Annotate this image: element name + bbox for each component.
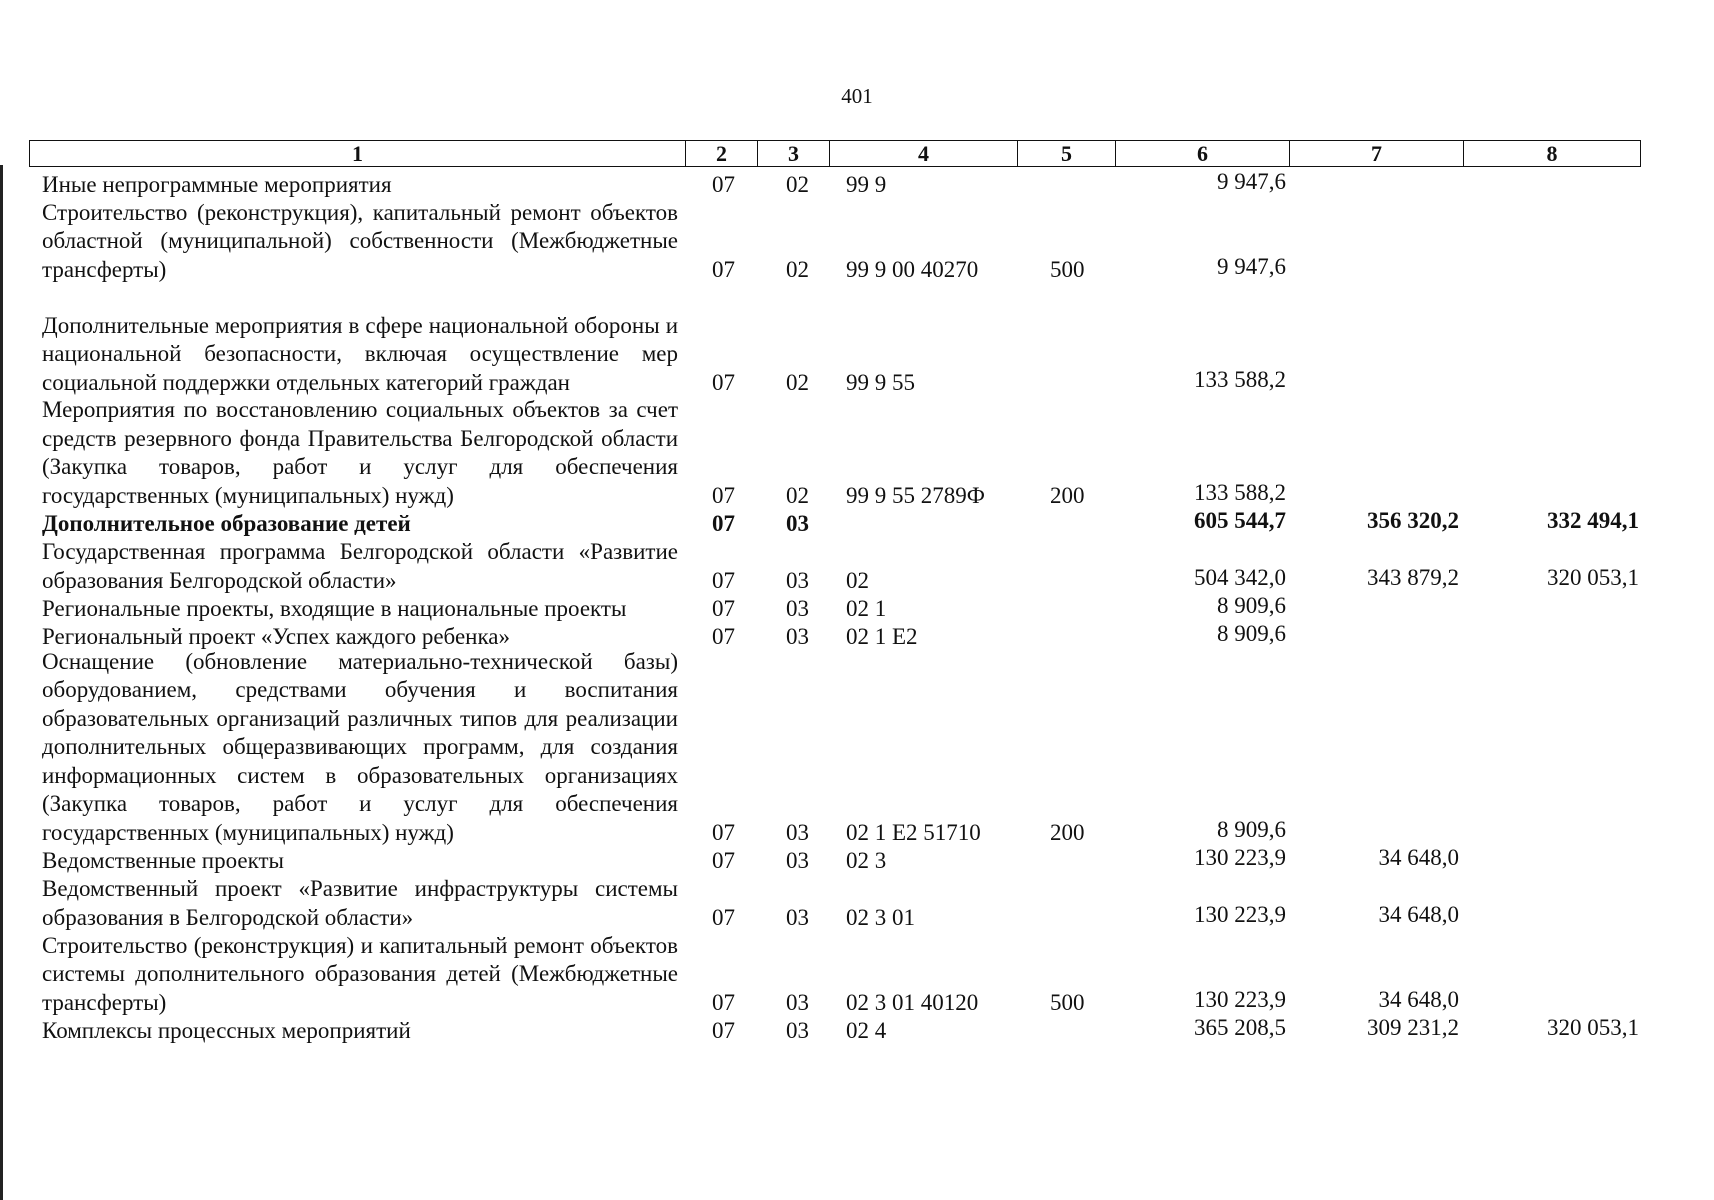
cell-amount-6: 8 909,6 [1217, 816, 1286, 842]
header-col-6: 6 [1116, 141, 1290, 166]
cell-subsection: 03 [786, 595, 809, 621]
cell-amount-6: 133 588,2 [1194, 366, 1286, 392]
cell-target-article: 02 3 [846, 847, 887, 873]
cell-expense-type: 500 [1050, 256, 1085, 282]
cell-target-article: 99 9 55 2789Ф [846, 482, 985, 508]
cell-section: 07 [712, 256, 735, 282]
header-col-1: 1 [30, 141, 686, 166]
cell-amount-7: 34 648,0 [1378, 901, 1459, 927]
cell-expense-type: 200 [1050, 819, 1085, 845]
cell-section: 07 [712, 904, 735, 930]
cell-amount-7: 34 648,0 [1378, 844, 1459, 870]
table-row [0, 199, 1714, 284]
row-name: Комплексы процессных мероприятий [42, 1017, 411, 1043]
cell-expense-type: 200 [1050, 482, 1085, 508]
table-row [0, 168, 1714, 199]
table-row [0, 284, 1714, 397]
header-col-3: 3 [758, 141, 830, 166]
cell-subsection: 03 [786, 510, 809, 536]
cell-amount-7: 309 231,2 [1367, 1014, 1459, 1040]
cell-amount-6: 130 223,9 [1194, 986, 1286, 1012]
cell-target-article: 02 1 Е2 51710 [846, 819, 981, 845]
row-name: Дополнительное образование детей [42, 510, 411, 536]
cell-target-article: 99 9 [846, 171, 887, 197]
header-col-8: 8 [1546, 140, 1558, 166]
cell-target-article: 02 [846, 567, 869, 593]
cell-amount-6: 130 223,9 [1194, 901, 1286, 927]
cell-amount-8: 332 494,1 [1547, 507, 1639, 533]
table-row [0, 507, 1714, 538]
header-col-2: 2 [686, 141, 758, 166]
cell-section: 07 [712, 482, 735, 508]
cell-amount-7: 343 879,2 [1367, 564, 1459, 590]
row-name: Строительство (реконструкция), капитальный ремонт объектов областной (муниципальной) собственности (Межбюджетные трансферты) [42, 199, 678, 282]
cell-subsection: 02 [786, 171, 809, 197]
header-col-7: 7 [1290, 141, 1464, 166]
table-row [0, 592, 1714, 623]
page-number: 401 [841, 84, 873, 108]
row-name: Мероприятия по восстановлению социальных объектов за счет средств резервного фонда Правительства Белгородской области (Закупка товаров, работ и услуг для обеспечения государственных (муниципальных) нужд) [42, 397, 678, 508]
cell-subsection: 02 [786, 256, 809, 282]
cell-section: 07 [712, 847, 735, 873]
cell-target-article: 02 1 [846, 595, 887, 621]
cell-amount-6: 8 909,6 [1217, 592, 1286, 618]
cell-amount-6: 130 223,9 [1194, 844, 1286, 870]
cell-subsection: 03 [786, 904, 809, 930]
table-row [0, 875, 1714, 932]
cell-section: 07 [712, 595, 735, 621]
cell-subsection: 03 [786, 567, 809, 593]
cell-amount-8: 320 053,1 [1547, 564, 1639, 590]
cell-amount-6: 504 342,0 [1194, 564, 1286, 590]
cell-target-article: 02 4 [846, 1017, 887, 1043]
cell-section: 07 [712, 819, 735, 845]
cell-target-article: 02 3 01 [846, 904, 915, 930]
cell-subsection: 03 [786, 847, 809, 873]
cell-subsection: 03 [786, 989, 809, 1015]
table-row [0, 648, 1714, 847]
cell-section: 07 [712, 989, 735, 1015]
row-name: Оснащение (обновление материально-технической базы) оборудованием, средствами обучения и воспитания образовательных организаций различных типов для реализации дополнительных общеразвивающих программ, для создания информационных систем в образовательных организациях (Закупка товаров, работ и услуг для обеспечения государственных (муниципальных) нужд) [42, 648, 678, 845]
cell-amount-6: 605 544,7 [1194, 507, 1286, 533]
table-row [0, 1014, 1714, 1045]
cell-subsection: 02 [786, 482, 809, 508]
table-row [0, 844, 1714, 875]
row-name: Иные непрограммные мероприятия [42, 171, 392, 197]
cell-subsection: 03 [786, 1017, 809, 1043]
table-row [0, 538, 1714, 595]
cell-section: 07 [712, 623, 735, 649]
cell-section: 07 [712, 1017, 735, 1043]
cell-target-article: 02 1 Е2 [846, 623, 918, 649]
table-row [0, 397, 1714, 510]
cell-amount-7: 34 648,0 [1378, 986, 1459, 1012]
cell-expense-type: 500 [1050, 989, 1085, 1015]
table-row [0, 932, 1714, 1017]
scan-edge-line [0, 165, 3, 1200]
cell-amount-6: 9 947,6 [1217, 253, 1286, 279]
cell-subsection: 03 [786, 623, 809, 649]
cell-subsection: 02 [786, 369, 809, 395]
cell-amount-6: 9 947,6 [1217, 168, 1286, 194]
header-col-4: 4 [830, 141, 1018, 166]
cell-amount-7: 356 320,2 [1367, 507, 1459, 533]
cell-section: 07 [712, 567, 735, 593]
row-name: Ведомственные проекты [42, 847, 284, 873]
cell-amount-8: 320 053,1 [1547, 1014, 1639, 1040]
cell-target-article: 99 9 00 40270 [846, 256, 979, 282]
cell-section: 07 [712, 510, 735, 536]
cell-subsection: 03 [786, 819, 809, 845]
cell-amount-6: 8 909,6 [1217, 620, 1286, 646]
row-name: Региональные проекты, входящие в национальные проекты [42, 595, 627, 621]
row-name: Региональный проект «Успех каждого ребенка» [42, 623, 511, 649]
cell-section: 07 [712, 171, 735, 197]
cell-section: 07 [712, 369, 735, 395]
row-name: Строительство (реконструкция) и капитальный ремонт объектов системы дополнительного образования детей (Межбюджетные трансферты) [42, 932, 678, 1015]
row-name: Дополнительные мероприятия в сфере национальной обороны и национальной безопасности, включая осуществление мер социальной поддержки отдельных категорий граждан [42, 312, 678, 395]
cell-amount-6: 365 208,5 [1194, 1014, 1286, 1040]
row-name: Ведомственный проект «Развитие инфраструктуры системы образования в Белгородской области» [42, 876, 678, 930]
header-col-5: 5 [1018, 141, 1116, 166]
cell-target-article: 99 9 55 [846, 369, 915, 395]
cell-target-article: 02 3 01 40120 [846, 989, 979, 1015]
cell-amount-6: 133 588,2 [1194, 479, 1286, 505]
row-name: Государственная программа Белгородской области «Развитие образования Белгородской области» [42, 539, 678, 593]
